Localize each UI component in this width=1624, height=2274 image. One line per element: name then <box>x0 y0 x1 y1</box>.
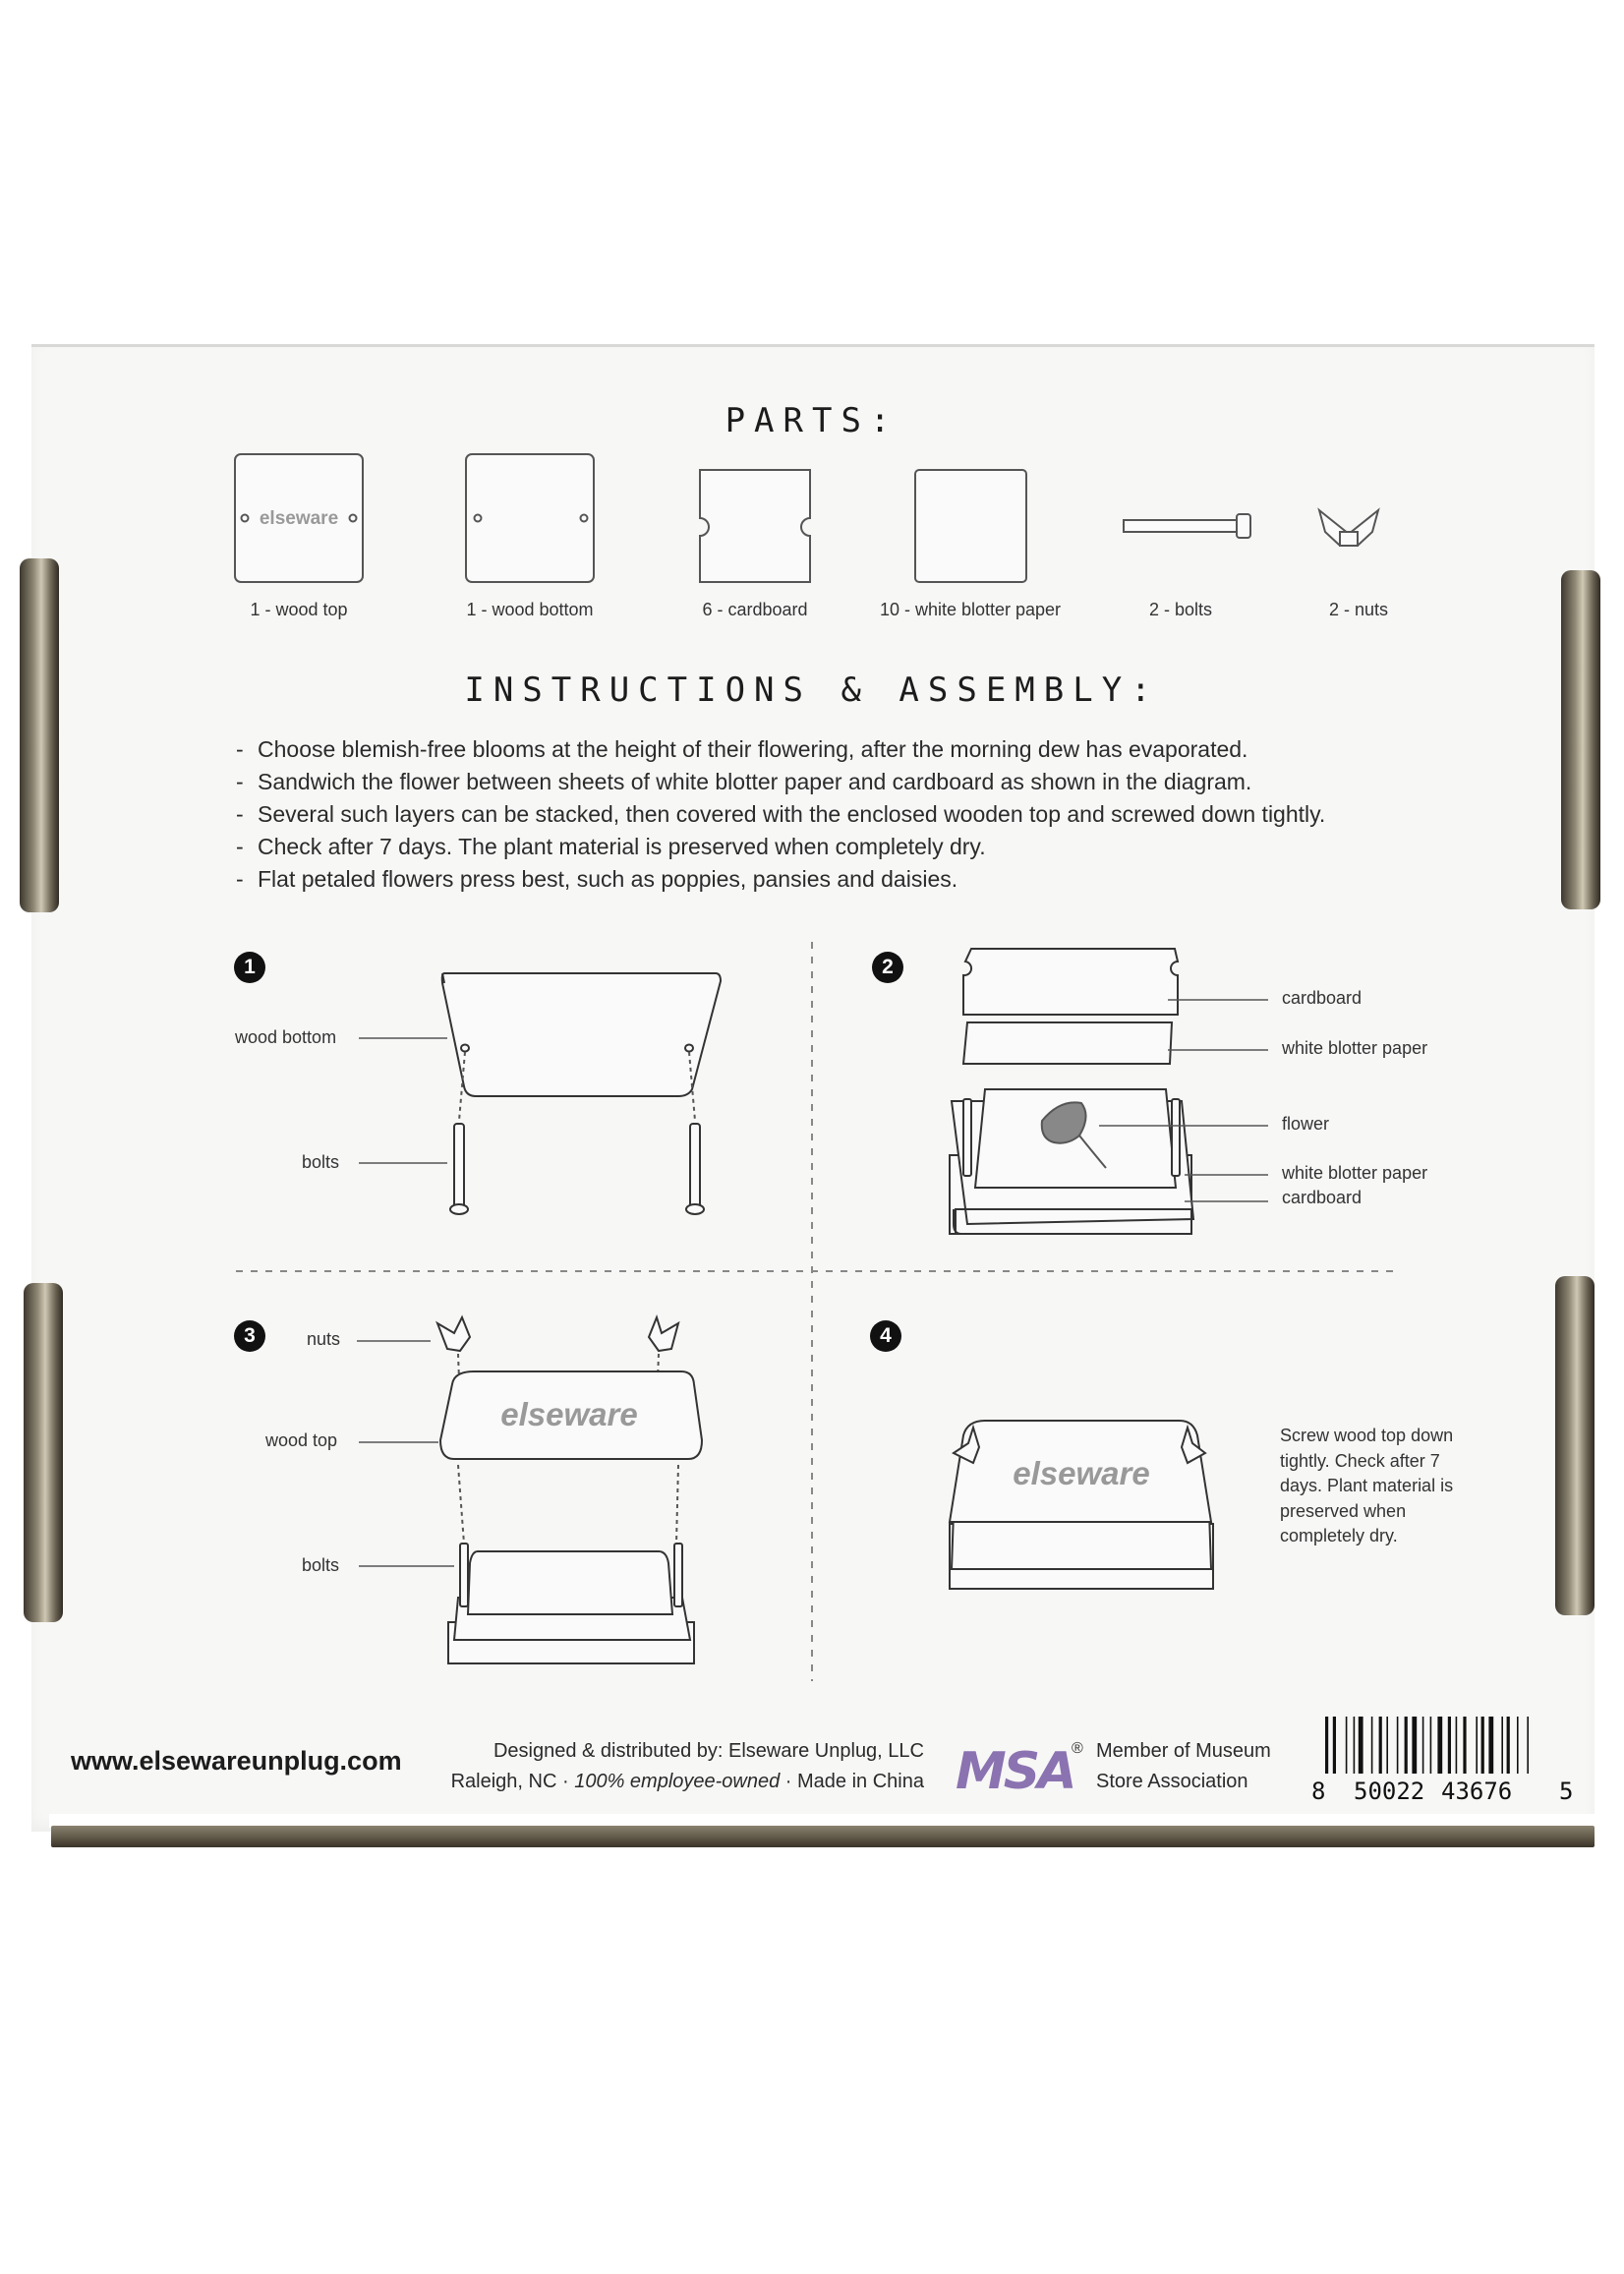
barcode-bar <box>1527 1717 1529 1774</box>
barcode-bar <box>1422 1717 1424 1774</box>
label-bolts: bolts <box>302 1555 340 1575</box>
label-white-blotter-paper: white blotter paper <box>1282 1038 1428 1058</box>
barcode-digits-right: 43676 <box>1441 1778 1513 1805</box>
website-url: www.elsewareunplug.com <box>71 1746 402 1776</box>
barcode-bar <box>1448 1717 1451 1774</box>
step1-drawing <box>442 973 721 1214</box>
designed-line-2 <box>433 1767 924 1797</box>
instruction-item: - Choose blemish-free blooms at the height of their flowering, after the morning dew has evaporated. <box>236 733 1455 766</box>
msa-member-text <box>1096 1736 1271 1797</box>
barcode-bar <box>1476 1717 1478 1774</box>
step2-drawing <box>950 949 1193 1234</box>
barcode-bar <box>1397 1717 1399 1774</box>
instruction-item: - Check after 7 days. The plant material is preserved when completely dry. <box>236 831 1455 863</box>
made-in-text: · Made in China <box>780 1771 924 1792</box>
barcode-bar <box>1412 1717 1417 1774</box>
registered-mark: ® <box>1072 1740 1083 1757</box>
barcode-bar <box>1371 1717 1373 1774</box>
instruction-item: - Several such layers can be stacked, then covered with the enclosed wooden top and screwed down tightly. <box>236 798 1455 831</box>
barcode-bar <box>1437 1717 1442 1774</box>
msa-line-1: Member of Museum <box>1096 1740 1271 1762</box>
barcode-bar <box>1488 1717 1493 1774</box>
barcode-bar <box>1501 1717 1503 1774</box>
step-1-badge: 1 <box>234 952 265 983</box>
part-label-wood-top: 1 - wood top <box>250 600 348 619</box>
label-flower: flower <box>1282 1114 1330 1134</box>
barcode-bar <box>1456 1717 1458 1774</box>
parts-heading: PARTS: <box>725 401 899 440</box>
employee-owned-text: 100% employee-owned <box>574 1771 781 1792</box>
barcode-bar <box>1463 1717 1466 1774</box>
label-cardboard: cardboard <box>1282 988 1363 1008</box>
step-4-note: Screw wood top down tightly. Check after 7 days. Plant material is preserved when completely dry. <box>1280 1426 1454 1545</box>
step3-brand: elseware <box>500 1396 638 1432</box>
barcode-digit-check: 5 <box>1559 1778 1574 1805</box>
step-2-badge: 2 <box>872 952 903 983</box>
label-cardboard: cardboard <box>1282 1188 1363 1207</box>
part-label-blotter: 10 - white blotter paper <box>879 600 1062 619</box>
barcode-bar <box>1481 1717 1484 1774</box>
barcode-bar <box>1325 1717 1328 1774</box>
step4-drawing <box>950 1421 1213 1589</box>
step-4-badge: 4 <box>870 1320 901 1352</box>
instruction-item: - Flat petaled flowers press best, such as poppies, pansies and daisies. <box>236 863 1455 896</box>
barcode-bar <box>1379 1717 1382 1774</box>
step3-drawing <box>437 1317 702 1663</box>
part-label-bolts: 2 - bolts <box>1148 600 1213 619</box>
part-label-wood-bottom: 1 - wood bottom <box>466 600 594 619</box>
barcode-bar <box>1507 1717 1510 1774</box>
step4-brand: elseware <box>1013 1455 1150 1491</box>
part-label-cardboard: 6 - cardboard <box>702 600 808 619</box>
barcode-bar <box>1517 1717 1519 1774</box>
step-3-badge: 3 <box>234 1320 265 1352</box>
msa-logo: MSA <box>956 1742 1074 1801</box>
barcode-bar <box>1359 1717 1363 1774</box>
label-wood-top: wood top <box>265 1430 338 1450</box>
label-white-blotter-paper: white blotter paper <box>1282 1163 1428 1183</box>
designed-line-1: Designed & distributed by: Elseware Unplug, LLC <box>493 1740 924 1762</box>
barcode-bar <box>1386 1717 1388 1774</box>
label-nuts: nuts <box>307 1329 341 1349</box>
barcode-digits-left: 50022 <box>1354 1778 1425 1805</box>
designed-by-text <box>433 1736 924 1797</box>
part-label-nuts: 2 - nuts <box>1328 600 1389 619</box>
barcode-bar <box>1354 1717 1356 1774</box>
barcode-bar <box>1430 1717 1432 1774</box>
label-wood-bottom: wood bottom <box>235 1027 337 1047</box>
wood-top-brand: elseware <box>259 508 339 529</box>
location-text: Raleigh, NC · <box>450 1771 575 1792</box>
label-bolts: bolts <box>302 1152 340 1172</box>
barcode-bar <box>1346 1717 1348 1774</box>
barcode-digit-lead: 8 <box>1311 1778 1326 1805</box>
instructions-heading: INSTRUCTIONS & ASSEMBLY: <box>464 671 1160 710</box>
instruction-item: - Sandwich the flower between sheets of white blotter paper and cardboard as shown in the diagram. <box>236 766 1455 798</box>
barcode-bar <box>1333 1717 1336 1774</box>
barcode-bar <box>1405 1717 1408 1774</box>
msa-line-2: Store Association <box>1096 1771 1248 1792</box>
